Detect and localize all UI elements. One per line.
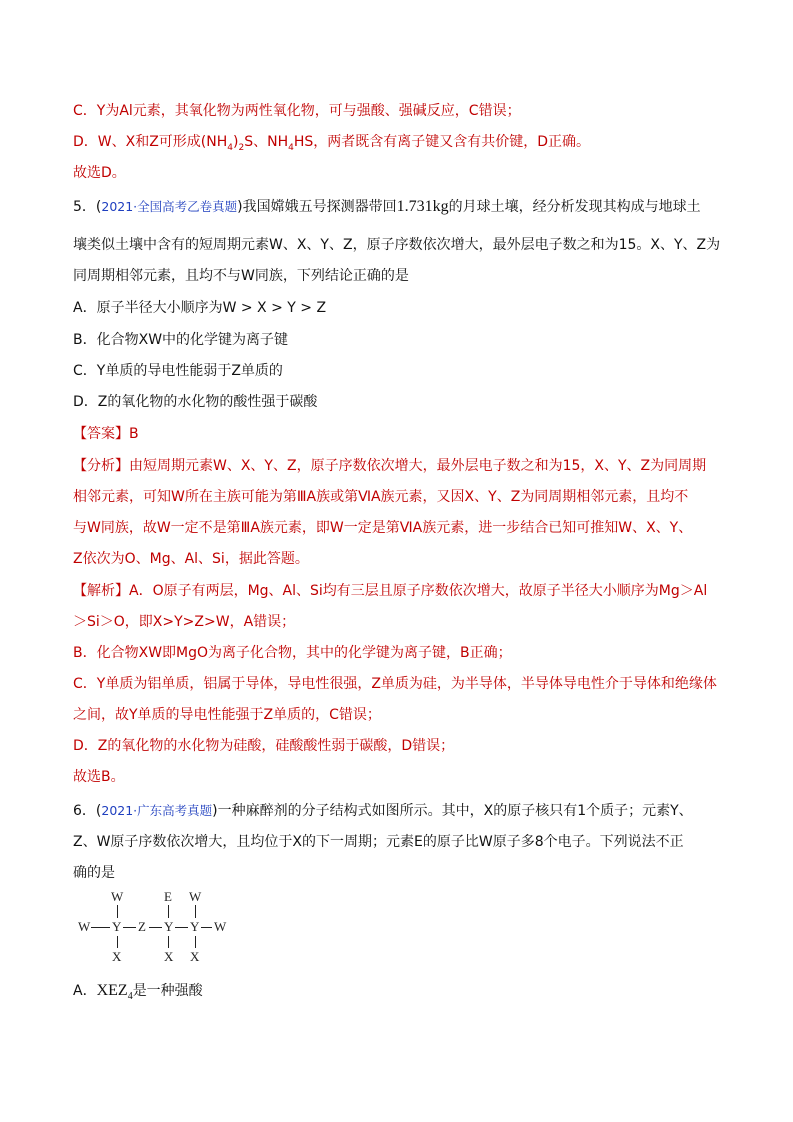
atom-w-top-1: W <box>111 889 124 904</box>
question-6-line-1: 6．(2021·广东高考真题)一种麻醉剂的分子结构式如图所示。其中，X的原子核只有1个质子；元素Y、 <box>73 803 693 819</box>
prev-choice: 故选D。 <box>73 165 126 181</box>
solution-line-6: D．Z的氧化物的水化物为硅酸，硅酸酸性弱于碳酸，D错误； <box>73 738 455 754</box>
question-5-option-d: D．Z的氧化物的水化物的酸性强于碳酸 <box>73 394 318 410</box>
atom-y-1: Y <box>112 919 122 934</box>
question-6-line-3: 确的是 <box>73 865 115 881</box>
question-6-source: 2021·广东高考真题 <box>101 803 213 818</box>
bond-horizontal <box>123 927 136 928</box>
bond-horizontal <box>201 927 212 928</box>
atom-y-2: Y <box>164 919 174 934</box>
solution-line-1: 【解析】A．O原子有两层，Mg、Al、Si均有三层且原子序数依次增大，故原子半径大小顺序为Mg＞Al <box>73 583 708 599</box>
bond-horizontal <box>91 927 110 928</box>
solution-line-3: B．化合物XW即MgO为离子化合物，其中的化学键为离子键，B正确； <box>73 645 512 661</box>
prev-option-c-analysis: C．Y为Al元素，其氧化物为两性氧化物，可与强酸、强碱反应，C错误； <box>73 103 521 119</box>
analysis-line-4: Z依次为O、Mg、Al、Si，据此答题。 <box>73 551 309 567</box>
solution-line-5: 之间，故Y单质的导电性能强于Z单质的，C错误； <box>73 707 381 723</box>
question-5-line-2: 壤类似土壤中含有的短周期元素W、X、Y、Z，原子序数依次增大，最外层电子数之和为15。X、Y、Z为 <box>73 237 721 253</box>
atom-x-bottom-2: X <box>164 949 174 964</box>
atom-w-left: W <box>78 919 91 934</box>
bond-vertical <box>168 905 169 918</box>
bond-vertical <box>168 936 169 948</box>
question-6-line-2: Z、W原子序数依次增大，且均位于X的下一周期；元素E的原子比W原子多8个电子。下列说法不正 <box>73 834 684 850</box>
question-6-option-a: A．$XEZ_4$是一种强酸 <box>73 982 203 1002</box>
question-5-source: 2021·全国高考乙卷真题 <box>101 199 238 214</box>
atom-z: Z <box>138 919 146 934</box>
atom-w-right: W <box>214 919 227 934</box>
bond-vertical <box>195 936 196 948</box>
atom-x-bottom-3: X <box>190 949 200 964</box>
question-5-option-b: B．化合物XW中的化学键为离子键 <box>73 332 289 348</box>
analysis-line-2: 相邻元素，可知W所在主族可能为第ⅢA族或第ⅥA族元素，又因X、Y、Z为同周期相邻元素，且均不 <box>73 489 689 505</box>
atom-y-3: Y <box>190 919 200 934</box>
bond-horizontal <box>149 927 162 928</box>
question-5-line-3: 同周期相邻元素，且均不与W同族，下列结论正确的是 <box>73 268 409 284</box>
prev-option-d-analysis: D．W、X和Z可形成$(NH_4)_2S$、$NH_4HS$，两者既含有离子键又含有共价键，D正确。 <box>73 134 591 153</box>
question-5-option-a: A．原子半径大小顺序为W > X > Y > Z <box>73 300 327 316</box>
solution-choice: 故选B。 <box>73 769 125 785</box>
bond-vertical <box>117 905 118 918</box>
atom-x-bottom-1: X <box>112 949 122 964</box>
solution-line-4: C．Y单质为铝单质，铝属于导体，导电性很强，Z单质为硅，为半导体，半导体导电性介于导体和绝缘体 <box>73 676 717 692</box>
analysis-line-3: 与W同族，故W一定不是第ⅢA族元素，即W一定是第ⅥA族元素，进一步结合已知可推知W、X、Y、 <box>73 520 693 536</box>
question-5-option-c: C．Y单质的导电性能弱于Z单质的 <box>73 363 283 379</box>
bond-vertical <box>195 905 196 918</box>
atom-w-top-2: W <box>189 889 202 904</box>
answer: 【答案】B <box>73 426 139 442</box>
atom-e-top: E <box>164 889 172 904</box>
bond-horizontal <box>175 927 188 928</box>
bond-vertical <box>117 936 118 948</box>
analysis-line-1: 【分析】由短周期元素W、X、Y、Z，原子序数依次增大，最外层电子数之和为15，X、Y、Z为同周期 <box>73 458 707 474</box>
question-5-line-1: 5．(2021·全国高考乙卷真题)我国嫦娥五号探测器带回1.731kg的月球土壤，经分析发现其构成与地球土 <box>73 198 701 215</box>
solution-line-2: ＞Si＞O，即X>Y>Z>W，A错误； <box>73 614 296 630</box>
